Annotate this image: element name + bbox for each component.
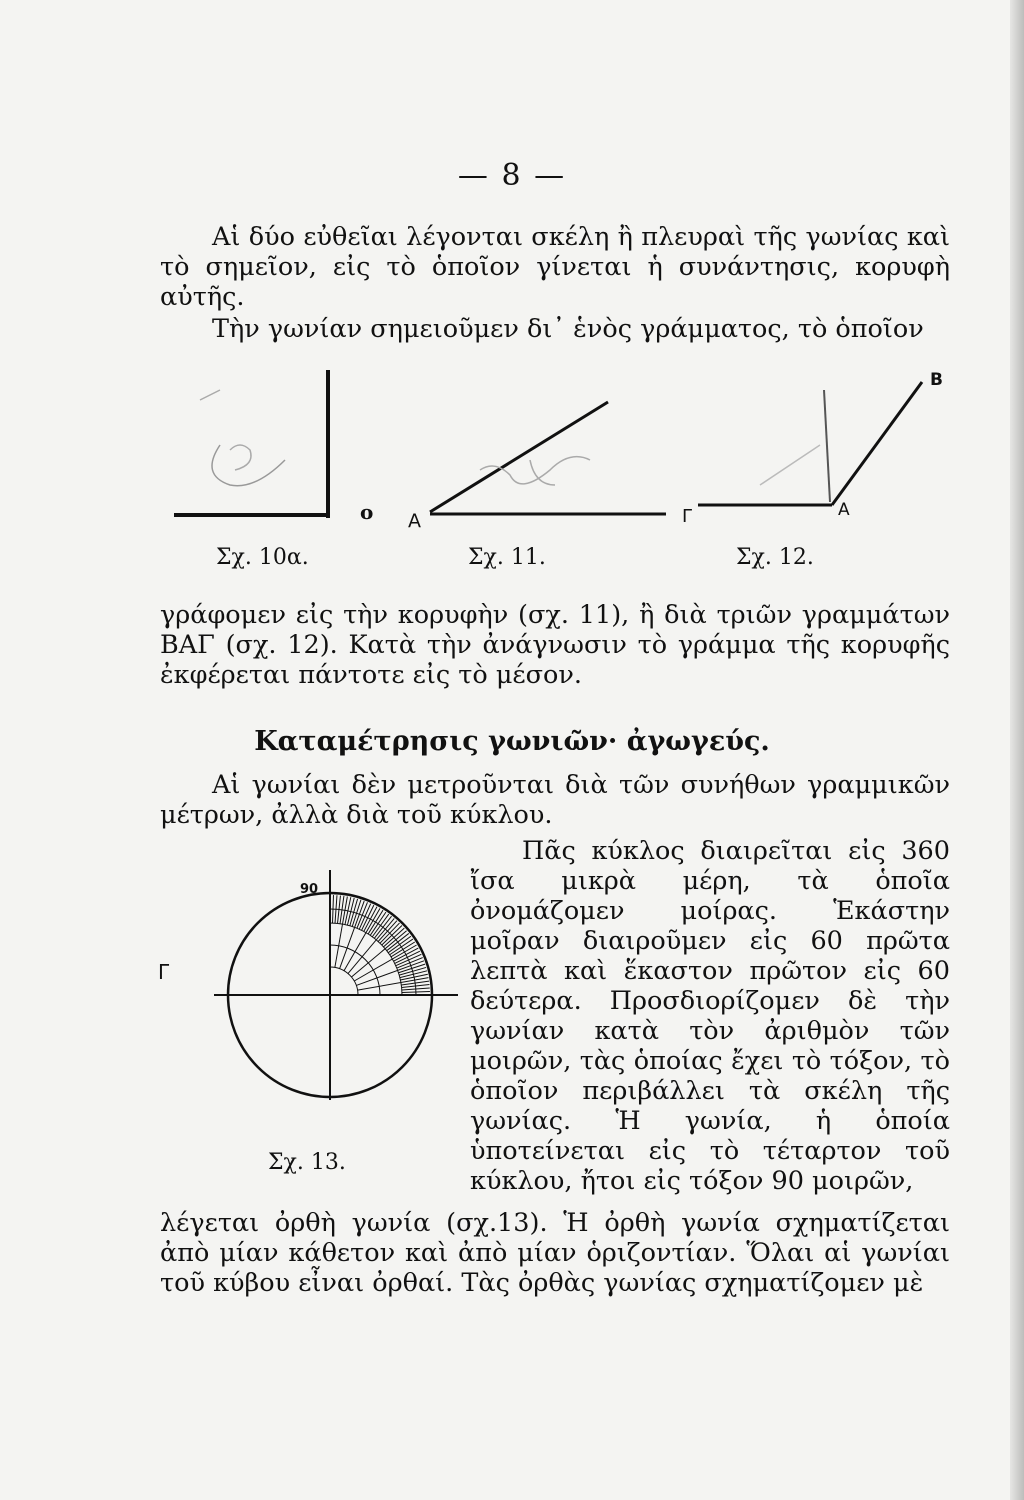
paragraph-6-text: λέγεται ὀρθὴ γωνία (σχ.13). Ἡ ὀρθὴ γωνία σχηματίζεται ἀπὸ μίαν κάθετον καὶ ἀπὸ μίαν ὁριζοντίαν. Ὅλαι αἱ γωνίαι τοῦ κύβου εἶναι ὀρθαί. Τὰς ὀρθὰς γωνίας σχηματίζομεν μὲ bbox=[160, 1208, 950, 1298]
figure-10a bbox=[160, 360, 390, 530]
figure-13-drawing bbox=[200, 860, 470, 1140]
figure-11-vertex-label: Α bbox=[408, 510, 421, 532]
figure-13-label-g: Γ bbox=[158, 960, 170, 984]
figure-12-drawing bbox=[690, 370, 940, 520]
paragraph-5-text: Πᾶς κύκλος διαιρεῖται εἰς 360 ἴσα μικρὰ μέρη, τὰ ὁποῖα ὀνομάζομεν μοίρας. Ἑκάστην μοῖραν διαιροῦμεν εἰς 60 πρῶτα λεπτὰ καὶ ἕκαστον πρῶτον εἰς 60 δεύτερα. Προσδιορίζομεν δὲ τὴν γωνίαν κατὰ τὸν ἀριθμὸν τῶν μοιρῶν, τὰς ὁποίας ἔχει τὸ τόξον, τὸ ὁποῖον περιβάλλει τὰ σκέλη τῆς γωνίας. Ἡ γωνία, ἡ ὁποία ὑποτείνεται εἰς τὸ τέταρτον τοῦ κύκλου, ἤτοι εἰς τόξον 90 μοιρῶν, bbox=[470, 836, 950, 1196]
figure-12-label-a: Α bbox=[838, 500, 850, 520]
paragraph-5 bbox=[470, 836, 950, 1196]
paragraph-4-text: Αἱ γωνίαι δὲν μετροῦνται διὰ τῶν συνήθων γραμμικῶν μέτρων, ἀλλὰ διὰ τοῦ κύκλου. bbox=[160, 770, 950, 830]
paragraph-1 bbox=[160, 222, 950, 312]
paragraph-3 bbox=[160, 600, 950, 690]
figure-11-caption: Σχ. 11. bbox=[468, 545, 546, 570]
figure-11-drawing bbox=[410, 390, 670, 530]
figure-11 bbox=[410, 390, 670, 530]
figure-12-caption: Σχ. 12. bbox=[736, 545, 814, 570]
section-heading: Καταμέτρησις γωνιῶν· ἀγωγεύς. bbox=[254, 726, 770, 757]
paragraph-2 bbox=[160, 314, 950, 344]
figure-10a-drawing bbox=[160, 360, 390, 530]
paragraph-4 bbox=[160, 770, 950, 830]
figure-13 bbox=[200, 860, 470, 1140]
page-number: — 8 — bbox=[457, 158, 567, 193]
figure-13-caption: Σχ. 13. bbox=[268, 1150, 346, 1175]
paragraph-3-text: γράφομεν εἰς τὴν κορυφὴν (σχ. 11), ἢ διὰ τριῶν γραμμάτων ΒΑΓ (σχ. 12). Κατὰ τὴν ἀνάγνωσιν τὸ γράμμα τῆς κορυφῆς ἐκφέρεται πάντοτε εἰς τὸ μέσον. bbox=[160, 600, 950, 690]
figure-12-label-g: Γ bbox=[682, 506, 693, 527]
paragraph-1-text: Αἱ δύο εὐθεῖαι λέγονται σκέλη ἢ πλευραὶ τῆς γωνίας καὶ τὸ σημεῖον, εἰς τὸ ὁποῖον γίνεται ἡ συνάντησις, κορυφὴ αὐτῆς. bbox=[160, 222, 950, 312]
figure-10a-caption: Σχ. 10α. bbox=[216, 545, 309, 570]
figure-13-label-90: 90 bbox=[300, 882, 319, 897]
figure-10a-label-o: ο bbox=[360, 500, 374, 524]
paragraph-6 bbox=[160, 1208, 950, 1298]
figure-12 bbox=[690, 370, 940, 520]
figure-12-label-b: Β bbox=[930, 370, 943, 390]
paragraph-2-text: Τὴν γωνίαν σημειοῦμεν δι᾽ ἑνὸς γράμματος, τὸ ὁποῖον bbox=[212, 314, 924, 344]
